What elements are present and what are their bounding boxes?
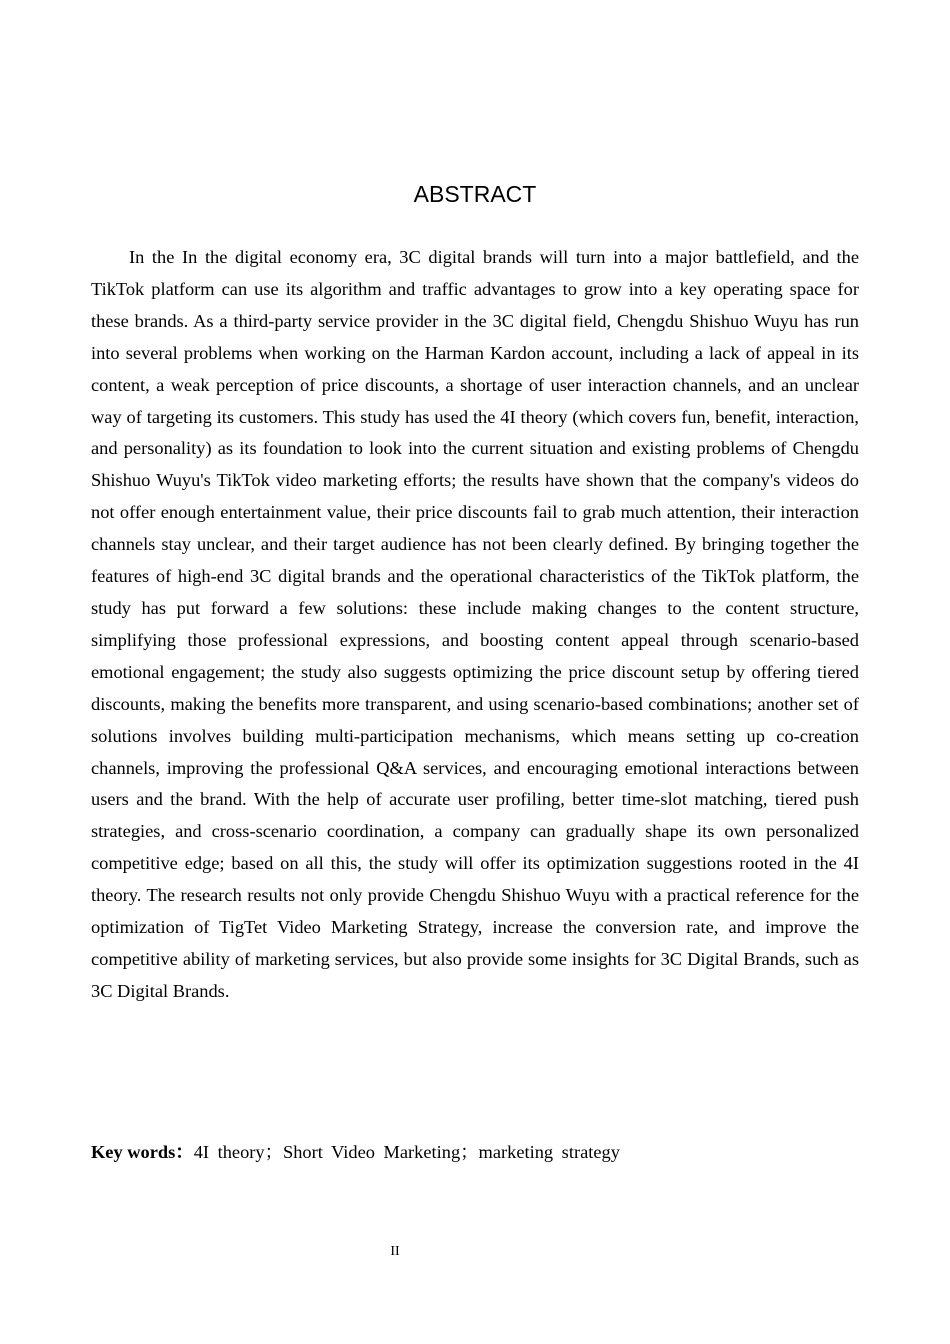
keywords-values: 4I theory；Short Video Marketing；marketing strategy — [193, 1142, 620, 1162]
page-number: II — [390, 1244, 400, 1259]
keywords-label: Key words： — [91, 1142, 194, 1162]
keywords-line — [91, 1137, 859, 1167]
abstract-title: ABSTRACT — [413, 181, 537, 207]
abstract-paragraph: In the In the digital economy era, 3C digital brands will turn into a major battlefield, and the TikTok platform can use its algorithm and traffic advantages to grow into a key operating space for these brands. As a third-party service provider in the 3C digital field, Chengdu Shishuo Wuyu has run into several problems when working on the Harman Kardon account, including a lack of appeal in its content, a weak perception of price discounts, a shortage of user interaction channels, and an unclear way of targeting its customers. This study has used the 4I theory (which covers fun, benefit, interaction, and personality) as its foundation to look into the current situation and existing problems of Chengdu Shishuo Wuyu's TikTok video marketing efforts; the results have shown that the company's videos do not offer enough entertainment value, their price discounts fail to grab much attention, their interaction channels stay unclear, and their target audience has not been clearly defined. By bringing together the features of high-end 3C digital brands and the operational characteristics of the TikTok platform, the study has put forward a few solutions: these include making changes to the content structure, simplifying those professional expressions, and boosting content appeal through scenario-based emotional engagement; the study also suggests optimizing the price discount setup by offering tiered discounts, making the benefits more transparent, and using scenario-based combinations; another set of solutions involves building multi-participation mechanisms, which means setting up co-creation channels, improving the professional Q&A services, and encouraging emotional interactions between users and the brand. With the help of accurate user profiling, better time-slot matching, tiered push strategies, and cross-scenario coordination, a company can gradually shape its own personalized competitive edge; based on all this, the study will offer its optimization suggestions rooted in the 4I theory. The research results not only provide Chengdu Shishuo Wuyu with a practical reference for the optimization of TigTet Video Marketing Strategy, increase the conversion rate, and improve the competitive ability of marketing services, but also provide some insights for 3C Digital Brands, such as 3C Digital Brands. — [91, 247, 859, 1001]
